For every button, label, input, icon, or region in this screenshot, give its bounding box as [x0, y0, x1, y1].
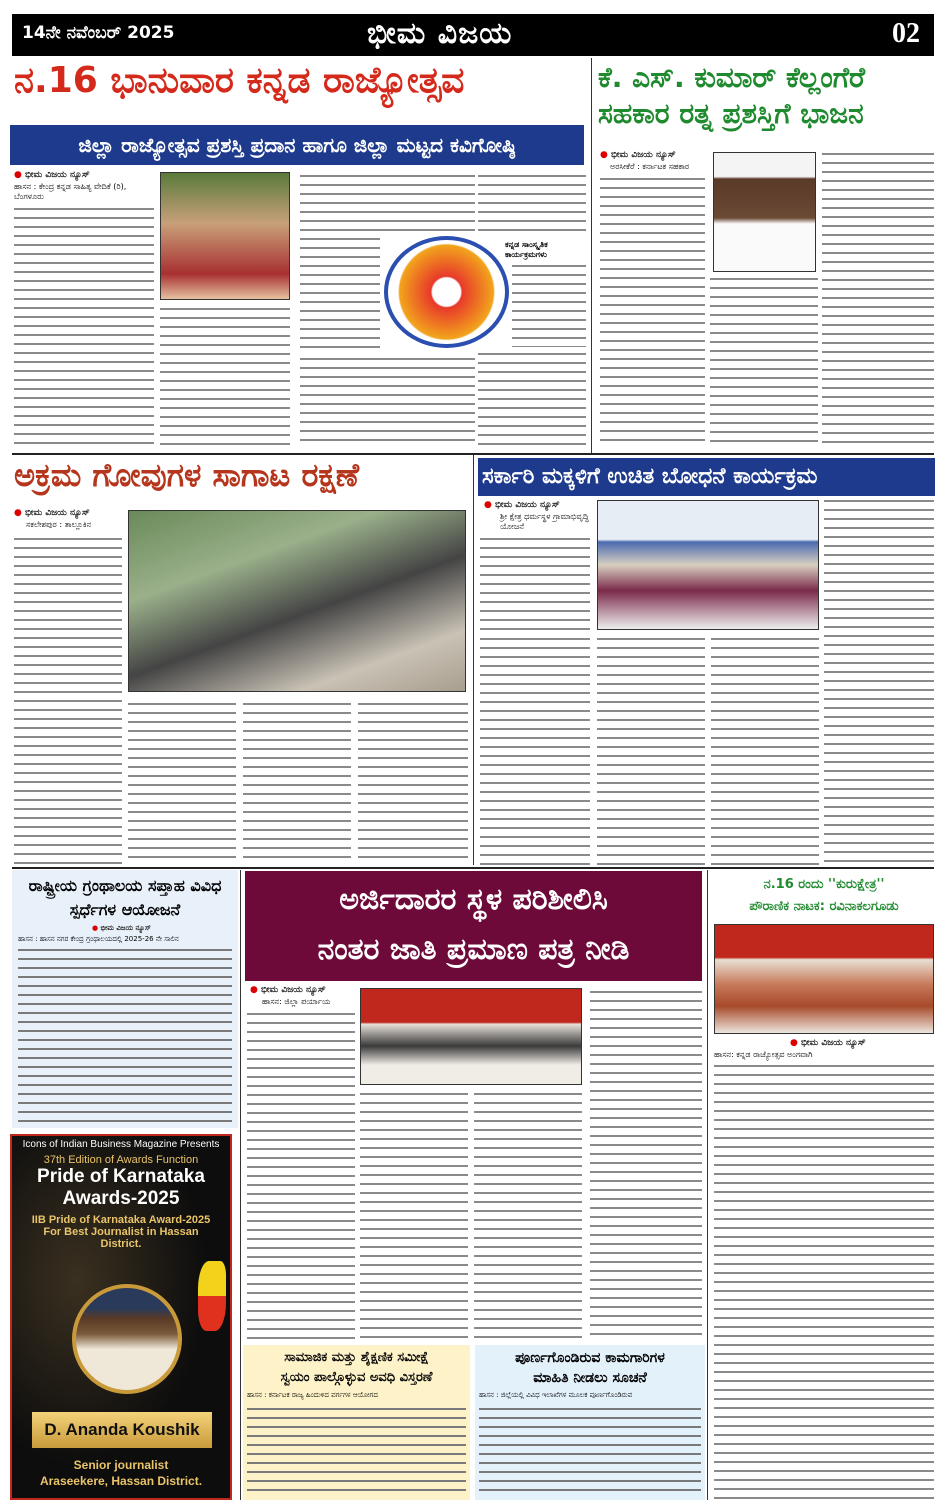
kurukshetra-headline	[712, 874, 936, 918]
byline: ● ಭೀಮ ವಿಜಯ ನ್ಯೂಸ್	[14, 170, 90, 180]
article-lead: ಹಾಸನ : ಜಿಲ್ಲೆಯಲ್ಲಿ ವಿವಿಧ ಇಲಾಖೆಗಳ ಮೂಲಕ ಪೂರ್ಣಗೊಂಡಿರುವ	[479, 1391, 633, 1399]
column-divider	[707, 870, 708, 1500]
award-advertisement	[10, 1134, 232, 1500]
article-body	[474, 1090, 582, 1340]
sahitya-vedike-emblem	[384, 236, 509, 348]
page-number: 02	[892, 18, 920, 49]
column-divider	[473, 455, 474, 865]
works-headline-line1: ಪೂರ್ಣಗೊಂಡಿರುವ ಕಾಮಗಾರಿಗಳ	[515, 1350, 665, 1366]
kumar-headline: ಕೆ. ಎಸ್. ಕುಮಾರ್ ಕೆಲ್ಲಂಗೆರೆ ಸಹಕಾರ ರತ್ನ ಪ್ರಶಸ್ತಿಗೆ ಭಾಜನ	[598, 61, 865, 130]
rajyotsava-subhead: ಜಿಲ್ಲಾ ರಾಜ್ಯೋತ್ಸವ ಪ್ರಶಸ್ತಿ ಪ್ರದಾನ ಹಾಗೂ ಜಿಲ್ಲಾ ಮಟ್ಟದ ಕವಿಗೋಷ್ಠಿ	[10, 125, 584, 165]
article-body	[600, 175, 705, 445]
issue-date: 14ನೇ ನವೆಂಬರ್ 2025	[22, 23, 175, 43]
article-body	[479, 1405, 701, 1497]
article-body	[478, 172, 586, 232]
press-meet-photo	[360, 988, 582, 1085]
ad-title-line1: Pride of Karnataka	[37, 1166, 205, 1187]
section-divider	[12, 867, 934, 869]
article-lead: ಸಕಲೇಶಪುರ : ತಾಲ್ಲೂಕಿನ	[26, 520, 92, 529]
column-divider	[591, 58, 592, 453]
article-body	[590, 988, 702, 1340]
kurukshetra-press-photo	[714, 924, 934, 1034]
article-body	[512, 262, 586, 347]
survey-headline-line1: ಸಾಮಾಜಿಕ ಮತ್ತು ಶೈಕ್ಷಣಿಕ ಸಮೀಕ್ಷೆ	[284, 1350, 429, 1365]
article-body	[14, 205, 154, 445]
ad-name: D. Ananda Koushik	[32, 1412, 212, 1448]
ad-award-line3: District.	[100, 1238, 142, 1250]
rajyotsava-headline: ನ.16 ಭಾನುವಾರ ಕನ್ನಡ ರಾಜ್ಯೋತ್ಸವ	[14, 60, 465, 101]
article-lead: ಹಾಸನ: ಜಿಲ್ಲಾ ಪರ್ಯಾಯ	[262, 997, 331, 1006]
article-body	[358, 700, 468, 865]
byline: ● ಭೀಮ ವಿಜಯ ನ್ಯೂಸ್	[92, 924, 151, 933]
tuition-headline: ಸರ್ಕಾರಿ ಮಕ್ಕಳಿಗೆ ಉಚಿತ ಬೋಧನೆ ಕಾರ್ಯಕ್ರಮ	[478, 458, 935, 496]
tuition-event-photo	[597, 500, 819, 630]
survey-story	[243, 1345, 470, 1500]
karnataka-map-icon	[198, 1261, 226, 1331]
library-story	[12, 870, 238, 1128]
column-divider	[240, 870, 241, 1500]
kumar-portrait-photo	[713, 152, 816, 272]
article-lead: ಹಾಸನ : ಕರ್ನಾಟಕ ರಾಜ್ಯ ಹಿಂದುಳಿದ ವರ್ಗಗಳ ಆಯೋಗದ	[247, 1391, 378, 1399]
portrait-photo	[160, 172, 290, 300]
article-lead: ಅರಸೀಕೆರೆ : ಕರ್ನಾಟಕ ಸಹಕಾರ	[610, 162, 690, 171]
article-body	[247, 1405, 466, 1497]
article-lead: ಹಾಸನ : ಕೇಂದ್ರ ಕನ್ನಡ ಸಾಹಿತ್ಯ ವೇದಿಕೆ (ರಿ), ಬೆಂಗಳೂರು	[14, 182, 127, 201]
library-headline: ರಾಷ್ಟ್ರೀಯ ಗ್ರಂಥಾಲಯ ಸಪ್ತಾಹ ವಿವಿಧ ಸ್ಪರ್ಧೆಗಳ ಆಯೋಜನೆ	[28, 876, 222, 919]
article-body	[711, 635, 819, 865]
caste-headline-box	[245, 871, 702, 981]
article-body	[160, 305, 290, 445]
works-story	[475, 1345, 705, 1500]
article-body	[128, 700, 236, 865]
survey-headline-line2: ಸ್ವಯಂ ಪಾಲ್ಗೊಳ್ಳುವ ಅವಧಿ ವಿಸ್ತರಣೆ	[280, 1370, 433, 1385]
article-body	[824, 497, 934, 865]
journalist-photo	[72, 1284, 182, 1394]
byline: ● ಭೀಮ ವಿಜಯ ನ್ಯೂಸ್	[790, 1038, 866, 1048]
article-body	[300, 355, 475, 445]
article-body	[480, 635, 590, 865]
ad-presenter: Icons of Indian Business Magazine Presents	[22, 1139, 220, 1150]
article-body	[247, 1010, 355, 1340]
article-body	[243, 700, 351, 865]
kurukshetra-headline-line2: ಪೌರಾಣಿಕ ನಾಟಕ: ರವಿನಾಕಲಗೂಡು	[749, 899, 899, 914]
works-headline-line2: ಮಾಹಿತಿ ನೀಡಲು ಸೂಚನೆ	[533, 1370, 647, 1386]
caste-headline-line1: ಅರ್ಜಿದಾರರ ಸ್ಥಳ ಪರಿಶೀಲಿಸಿ	[339, 882, 608, 917]
byline: ● ಭೀಮ ವಿಜಯ ನ್ಯೂಸ್	[600, 150, 676, 160]
article-lead: ಶ್ರೀ ಕ್ಷೇತ್ರ ಧರ್ಮಸ್ಥಳ ಗ್ರಾಮಾಭಿವೃದ್ಧಿ ಯೋಜನೆ	[500, 512, 589, 531]
cows-headline: ಅಕ್ರಮ ಗೋವುಗಳ ಸಾಗಾಟ ರಕ್ಷಣೆ	[14, 456, 360, 494]
article-body	[18, 946, 232, 1124]
article-body	[822, 150, 934, 445]
byline: ● ಭೀಮ ವಿಜಯ ನ್ಯೂಸ್	[484, 500, 560, 510]
ad-award-line1: IIB Pride of Karnataka Award-2025	[31, 1214, 211, 1226]
article-lead: ಹಾಸನ: ಕನ್ನಡ ರಾಜ್ಯೋತ್ಸವ ಅಂಗವಾಗಿ	[714, 1050, 813, 1059]
article-body	[714, 1062, 934, 1500]
byline: ● ಭೀಮ ವಿಜಯ ನ್ಯೂಸ್	[14, 508, 90, 518]
article-body	[300, 172, 475, 232]
article-body	[478, 350, 586, 445]
kurukshetra-headline-line1: ನ.16 ರಂದು ''ಕುರುಕ್ಷೇತ್ರ''	[763, 877, 885, 892]
newspaper-logo: ಭೀಮ ವಿಜಯ	[367, 16, 513, 51]
article-body	[480, 535, 590, 630]
caste-headline-line2: ನಂತರ ಜಾತಿ ಪ್ರಮಾಣ ಪತ್ರ ನೀಡಿ	[317, 932, 630, 967]
ad-title-line2: Awards-2025	[62, 1188, 180, 1209]
article-body	[14, 535, 122, 865]
article-body	[710, 275, 818, 445]
byline: ● ಭೀಮ ವಿಜಯ ನ್ಯೂಸ್	[250, 985, 326, 995]
ad-place: Araseekere, Hassan District.	[39, 1474, 203, 1488]
subsection-heading: ಕನ್ನಡ ಸಾಂಸ್ಕೃತಿಕ ಕಾರ್ಯಕ್ರಮಗಳು	[505, 240, 548, 259]
ad-role: Senior journalist	[73, 1458, 169, 1472]
ad-edition: 37th Edition of Awards Function	[43, 1154, 199, 1166]
masthead	[12, 14, 934, 56]
cow-transport-truck-photo	[128, 510, 466, 692]
article-body	[360, 1090, 468, 1340]
article-body	[597, 635, 705, 865]
ad-award-line2: For Best Journalist in Hassan	[43, 1226, 199, 1238]
article-lead: ಹಾಸನ : ಹಾಸನ ನಗರ ಕೇಂದ್ರ ಗ್ರಂಥಾಲಯದಲ್ಲಿ 2025-26 ನೇ ಸಾಲಿನ	[18, 935, 179, 943]
